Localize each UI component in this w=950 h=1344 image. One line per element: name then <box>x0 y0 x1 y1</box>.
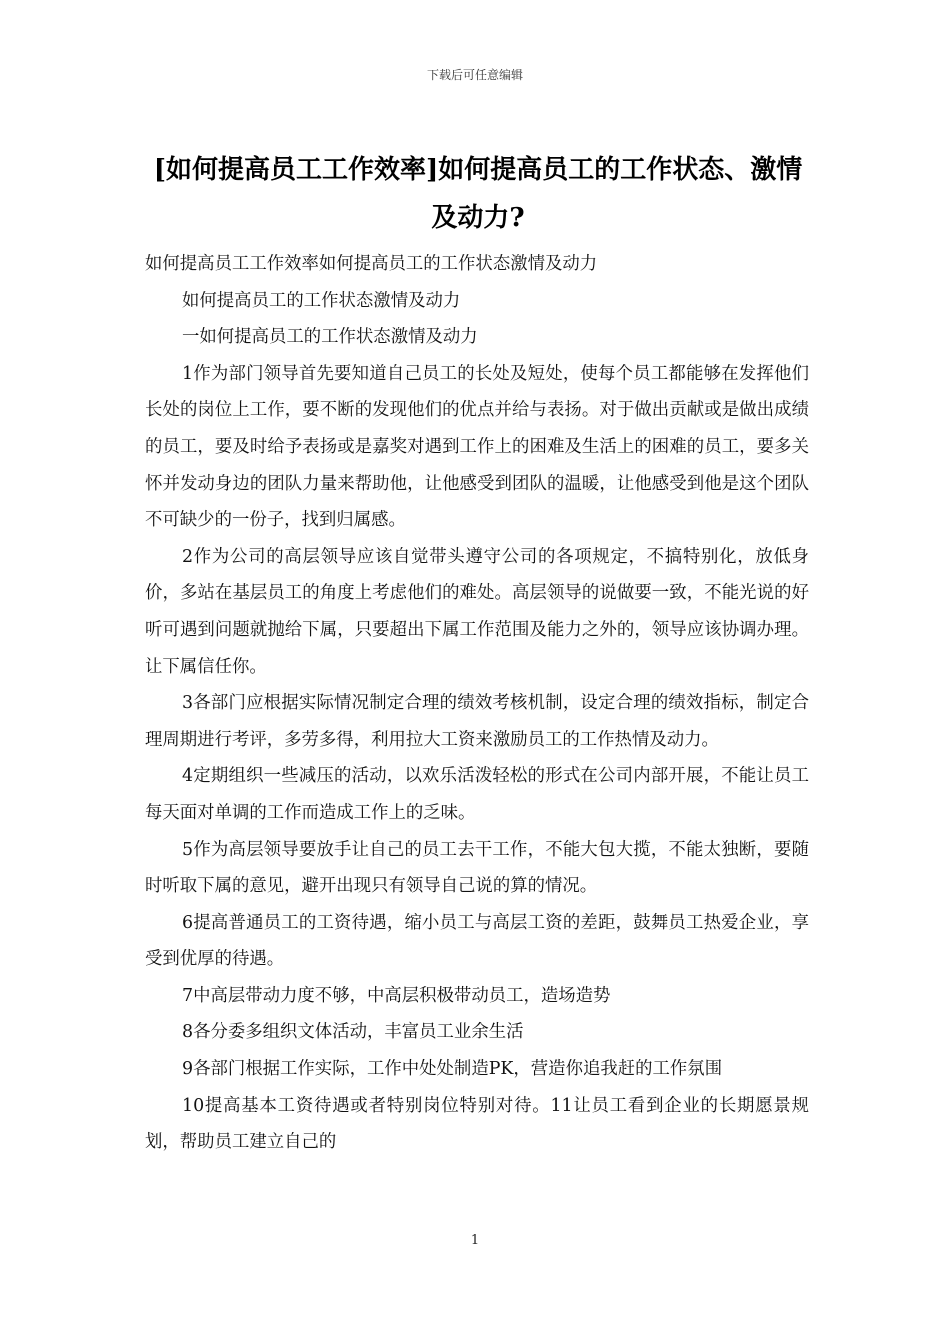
body-paragraph: 9各部门根据工作实际，工作中处处制造PK，营造你追我赶的工作氛围 <box>182 1059 723 1080</box>
body-paragraph: 1作为部门领导首先要知道自己员工的长处及短处，使每个员工都能够在发挥他们长处的岗位上工作，要不断的发现他们的优点并给与表扬。对于做出贡献或是做出成绩的员工，要及时给予表扬或是嘉奖对遇到工作上的困难及生活上的困难的员工，要多关怀并发动身边的团队力量来帮助他，让他感受到团队的温暖，让他感受到他是这个团队不可缺少的一份子，找到归属感。 <box>145 363 809 531</box>
body-paragraph: 2作为公司的高层领导应该自觉带头遵守公司的各项规定，不搞特别化，放低身价，多站在基层员工的角度上考虑他们的难处。高层领导的说做要一致，不能光说的好听可遇到问题就抛给下属，只要超出下属工作范围及能力之外的，领导应该协调办理。让下属信任你。 <box>145 546 809 677</box>
document-body <box>145 246 809 1161</box>
document-title: [如何提高员工工作效率]如何提高员工的工作状态、激情及动力? <box>153 155 803 233</box>
body-paragraph: 如何提高员工的工作状态激情及动力 <box>182 290 461 311</box>
body-paragraph: 3各部门应根据实际情况制定合理的绩效考核机制，设定合理的绩效指标，制定合理周期进行考评，多劳多得，利用拉大工资来激励员工的工作热情及动力。 <box>145 693 809 750</box>
body-paragraph: 如何提高员工工作效率如何提高员工的工作状态激情及动力 <box>145 254 598 274</box>
body-paragraph: 4定期组织一些减压的活动，以欢乐活泼轻松的形式在公司内部开展，不能让员工每天面对单调的工作而造成工作上的乏味。 <box>145 766 809 823</box>
body-paragraph: 5作为高层领导要放手让自己的员工去干工作，不能大包大揽，不能太独断，要随时听取下属的意见，避开出现只有领导自己说的算的情况。 <box>145 839 809 897</box>
header-note: 下载后可任意编辑 <box>426 68 523 82</box>
body-paragraph: 7中高层带动力度不够，中高层积极带动员工，造场造势 <box>182 985 611 1006</box>
body-paragraph: 10提高基本工资待遇或者特别岗位特别对待。11让员工看到企业的长期愿景规划，帮助员工建立自己的 <box>145 1095 809 1153</box>
body-paragraph: 一如何提高员工的工作状态激情及动力 <box>182 327 478 348</box>
page-number: 1 <box>470 1233 480 1248</box>
body-paragraph: 6提高普通员工的工资待遇，缩小员工与高层工资的差距，鼓舞员工热爱企业，享受到优厚的待遇。 <box>145 912 809 970</box>
body-paragraph: 8各分委多组织文体活动，丰富员工业余生活 <box>182 1022 524 1043</box>
